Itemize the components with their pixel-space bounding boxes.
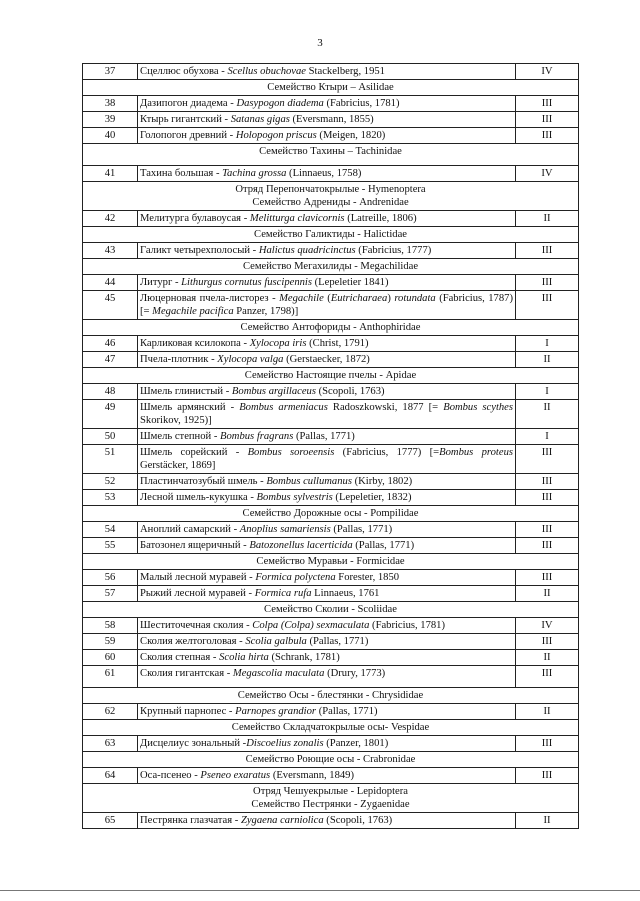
rarity-category: III bbox=[516, 634, 579, 650]
species-number: 57 bbox=[83, 586, 138, 602]
rarity-category: II bbox=[516, 586, 579, 602]
species-row bbox=[83, 736, 579, 752]
species-row bbox=[83, 384, 579, 400]
species-latin-name: Bombus sylvestris bbox=[256, 492, 333, 503]
species-author: (Meigen, 1820) bbox=[319, 130, 386, 141]
species-number: 45 bbox=[83, 291, 138, 320]
species-name: Крупный парнопес - Parnopes grandior (Pallas, 1771) bbox=[138, 704, 516, 720]
species-author: (Lepeletier 1841) bbox=[314, 277, 389, 288]
family-header-text: Семейство Адрениды - Andrenidae bbox=[252, 197, 409, 208]
family-header-row bbox=[83, 80, 579, 96]
species-name: Ктырь гигантский - Satanas gigas (Eversmann, 1855) bbox=[138, 112, 516, 128]
rarity-category: II bbox=[516, 400, 579, 429]
rarity-category: IV bbox=[516, 64, 579, 80]
species-author: (Panzer, 1801) bbox=[326, 738, 389, 749]
species-latin-name: Bombus fragrans bbox=[220, 431, 294, 442]
species-row bbox=[83, 243, 579, 259]
species-latin-name: Dasypogon diadema bbox=[236, 98, 324, 109]
species-latin-name: Anoplius samariensis bbox=[239, 524, 331, 535]
species-author: (Gerstaecker, 1872) bbox=[286, 354, 370, 365]
species-author: (Kirby, 1802) bbox=[354, 476, 413, 487]
species-row bbox=[83, 490, 579, 506]
family-header-cell bbox=[83, 80, 579, 96]
species-number: 41 bbox=[83, 166, 138, 182]
family-header-text: Отряд Чешуекрылые - Lepidoptera bbox=[253, 786, 408, 797]
rarity-category: IV bbox=[516, 166, 579, 182]
species-number: 52 bbox=[83, 474, 138, 490]
species-number: 51 bbox=[83, 445, 138, 474]
species-name: Аноплий самарский - Anoplius samariensis (Pallas, 1771) bbox=[138, 522, 516, 538]
species-row bbox=[83, 570, 579, 586]
species-number: 39 bbox=[83, 112, 138, 128]
rarity-category: I bbox=[516, 336, 579, 352]
rarity-category: III bbox=[516, 112, 579, 128]
family-header-text: Семейство Галиктиды - Halictidae bbox=[254, 229, 407, 240]
family-header-row bbox=[83, 259, 579, 275]
species-name: Пластинчатозубый шмель - Bombus cullumanus (Kirby, 1802) bbox=[138, 474, 516, 490]
species-latin-name: Scolia hirta bbox=[219, 652, 269, 663]
species-row bbox=[83, 429, 579, 445]
species-russian-name: Сколия желтоголовая bbox=[140, 636, 237, 647]
family-header-cell bbox=[83, 227, 579, 243]
species-latin-name: Zygaena carniolica bbox=[240, 815, 324, 826]
species-author: (Pallas, 1771) bbox=[318, 706, 378, 717]
page-number: 3 bbox=[317, 37, 323, 49]
family-header-cell bbox=[83, 688, 579, 704]
family-header-text: Семейство Антофориды - Anthophiridae bbox=[240, 322, 421, 333]
rarity-category: III bbox=[516, 768, 579, 784]
species-russian-name: Рыжий лесной муравей bbox=[140, 588, 246, 599]
family-header-row bbox=[83, 688, 579, 704]
species-author: (Drury, 1773) bbox=[327, 668, 386, 679]
species-table bbox=[82, 63, 579, 829]
rarity-category: III bbox=[516, 490, 579, 506]
species-author: (Eversmann, 1855) bbox=[292, 114, 374, 125]
species-row bbox=[83, 400, 579, 429]
species-name: Шмель сорейский - Bombus soroeensis (Fabricius, 1777) [=Bombus proteus Gerstäcker, 1869] bbox=[138, 445, 516, 474]
species-latin-name: Formica rufa bbox=[254, 588, 312, 599]
species-number: 56 bbox=[83, 570, 138, 586]
species-latin-name: Formica polyctena bbox=[255, 572, 336, 583]
species-russian-name: Сколия степная bbox=[140, 652, 211, 663]
species-russian-name: Карликовая ксилокопа bbox=[140, 338, 241, 349]
species-number: 64 bbox=[83, 768, 138, 784]
species-russian-name: Пчела-плотник bbox=[140, 354, 209, 365]
rarity-category: III bbox=[516, 243, 579, 259]
species-latin-name: Xylocopa valga bbox=[217, 354, 284, 365]
rarity-category: II bbox=[516, 211, 579, 227]
species-latin-name: Bombus argillaceus bbox=[231, 386, 316, 397]
species-row bbox=[83, 538, 579, 554]
species-number: 62 bbox=[83, 704, 138, 720]
family-header-row bbox=[83, 506, 579, 522]
family-header-row bbox=[83, 320, 579, 336]
family-header-text: Семейство Осы - блестянки - Chrysididae bbox=[237, 690, 424, 701]
species-name: Батозонел ящеричный - Batozonellus lacerticida (Pallas, 1771) bbox=[138, 538, 516, 554]
species-russian-name: Малый лесной муравей bbox=[140, 572, 247, 583]
species-row bbox=[83, 666, 579, 688]
species-row bbox=[83, 275, 579, 291]
species-russian-name: Лесной шмель-кукушка bbox=[140, 492, 248, 503]
species-row bbox=[83, 336, 579, 352]
family-header-text: Семейство Мегахилиды - Megachilidae bbox=[242, 261, 419, 272]
species-russian-name: Аноплий самарский bbox=[140, 524, 231, 535]
family-header-row bbox=[83, 227, 579, 243]
species-author: (Lepeletier, 1832) bbox=[335, 492, 412, 503]
species-author: (Fabricius, 1777) bbox=[358, 245, 432, 256]
family-header-row bbox=[83, 602, 579, 618]
family-header-cell bbox=[83, 259, 579, 275]
species-number: 40 bbox=[83, 128, 138, 144]
rarity-category: I bbox=[516, 384, 579, 400]
species-russian-name: Дазипогон диадема bbox=[140, 98, 228, 109]
species-name: Шмель степной - Bombus fragrans (Pallas, 1771) bbox=[138, 429, 516, 445]
species-name: Шмель армянский - Bombus armeniacus Radoszkowski, 1877 [= Bombus scythes Skorikov, 1925)] bbox=[138, 400, 516, 429]
family-header-cell bbox=[83, 144, 579, 166]
family-header-text: Семейство Сколии - Scoliidae bbox=[264, 604, 397, 615]
species-russian-name: Пестрянка глазчатая bbox=[140, 815, 233, 826]
rarity-category: III bbox=[516, 128, 579, 144]
family-header-cell bbox=[83, 506, 579, 522]
species-number: 58 bbox=[83, 618, 138, 634]
species-name: Пестрянка глазчатая - Zygaena carniolica (Scopoli, 1763) bbox=[138, 813, 516, 829]
species-name: Лесной шмель-кукушка - Bombus sylvestris (Lepeletier, 1832) bbox=[138, 490, 516, 506]
rarity-category: II bbox=[516, 813, 579, 829]
species-author: (Scopoli, 1763) bbox=[318, 386, 385, 397]
species-number: 53 bbox=[83, 490, 138, 506]
species-row bbox=[83, 445, 579, 474]
species-row bbox=[83, 650, 579, 666]
rarity-category: III bbox=[516, 570, 579, 586]
species-author: (Pallas, 1771) bbox=[295, 431, 355, 442]
family-header-cell bbox=[83, 182, 579, 211]
species-number: 49 bbox=[83, 400, 138, 429]
rarity-category: III bbox=[516, 666, 579, 688]
species-name: Дазипогон диадема - Dasypogon diadema (Fabricius, 1781) bbox=[138, 96, 516, 112]
species-author: (Schrank, 1781) bbox=[271, 652, 340, 663]
species-author: (Linnaeus, 1758) bbox=[289, 168, 362, 179]
rarity-category: III bbox=[516, 522, 579, 538]
species-row bbox=[83, 618, 579, 634]
species-row bbox=[83, 211, 579, 227]
species-latin-name: Batozonellus lacerticida bbox=[249, 540, 353, 551]
species-author: Forester, 1850 bbox=[338, 572, 400, 583]
species-number: 44 bbox=[83, 275, 138, 291]
species-number: 50 bbox=[83, 429, 138, 445]
species-russian-name: Дисцелиус зональный bbox=[140, 738, 241, 749]
rarity-category: II bbox=[516, 704, 579, 720]
species-number: 43 bbox=[83, 243, 138, 259]
species-number: 55 bbox=[83, 538, 138, 554]
rarity-category: III bbox=[516, 96, 579, 112]
species-number: 42 bbox=[83, 211, 138, 227]
species-number: 60 bbox=[83, 650, 138, 666]
family-header-row bbox=[83, 144, 579, 166]
species-latin-name: Melitturga clavicornis bbox=[249, 213, 345, 224]
species-number: 48 bbox=[83, 384, 138, 400]
species-row bbox=[83, 352, 579, 368]
species-latin-name: Scolia galbula bbox=[245, 636, 307, 647]
species-name: Пчела-плотник - Xylocopa valga (Gerstaecker, 1872) bbox=[138, 352, 516, 368]
species-name: Шмель глинистый - Bombus argillaceus (Scopoli, 1763) bbox=[138, 384, 516, 400]
family-header-text: Семейство Тахины – Tachinidae bbox=[259, 146, 402, 157]
species-row bbox=[83, 291, 579, 320]
species-name: Тахина большая - Tachina grossa (Linnaeus, 1758) bbox=[138, 166, 516, 182]
family-header-row bbox=[83, 752, 579, 768]
rarity-category: III bbox=[516, 275, 579, 291]
species-row bbox=[83, 813, 579, 829]
species-latin-name: Tachina grossa bbox=[222, 168, 287, 179]
family-header-text: Отряд Перепончатокрылые - Hymenoptera bbox=[235, 184, 426, 195]
species-number: 46 bbox=[83, 336, 138, 352]
species-latin-name: Parnopes grandior bbox=[235, 706, 317, 717]
family-header-text: Семейство Настоящие пчелы - Apidae bbox=[244, 370, 417, 381]
family-header-cell bbox=[83, 784, 579, 813]
species-russian-name: Крупный парнопес bbox=[140, 706, 227, 717]
species-name: Малый лесной муравей - Formica polyctena Forester, 1850 bbox=[138, 570, 516, 586]
family-header-text: Семейство Пестрянки - Zygaenidae bbox=[251, 799, 410, 810]
rarity-category: III bbox=[516, 445, 579, 474]
species-number: 63 bbox=[83, 736, 138, 752]
family-header-cell bbox=[83, 320, 579, 336]
species-author: (Eversmann, 1849) bbox=[272, 770, 355, 781]
species-author: (Pallas, 1771) bbox=[333, 524, 393, 535]
species-author: (Fabricius, 1781) bbox=[326, 98, 400, 109]
family-header-cell bbox=[83, 720, 579, 736]
family-header-row bbox=[83, 182, 579, 211]
species-name: Сколия гигантская - Megascolia maculata (Drury, 1773) bbox=[138, 666, 516, 688]
family-header-row bbox=[83, 554, 579, 570]
species-name: Литург - Lithurgus cornutus fuscipennis (Lepeletier 1841) bbox=[138, 275, 516, 291]
family-header-cell bbox=[83, 602, 579, 618]
rarity-category: III bbox=[516, 291, 579, 320]
species-latin-name: Bombus cullumanus bbox=[266, 476, 352, 487]
species-latin-name: Xylocopa iris bbox=[249, 338, 307, 349]
species-author: (Pallas, 1771) bbox=[309, 636, 369, 647]
species-row bbox=[83, 634, 579, 650]
species-russian-name: Сцеллюс обухова bbox=[140, 66, 219, 77]
rarity-category: III bbox=[516, 538, 579, 554]
species-name: Сколия желтоголовая - Scolia galbula (Pallas, 1771) bbox=[138, 634, 516, 650]
family-header-text: Семейство Складчатокрылые осы- Vespidae bbox=[231, 722, 430, 733]
rarity-category: II bbox=[516, 352, 579, 368]
species-row bbox=[83, 128, 579, 144]
species-author: (Scopoli, 1763) bbox=[326, 815, 393, 826]
species-russian-name: Ктырь гигантский bbox=[140, 114, 222, 125]
species-number: 65 bbox=[83, 813, 138, 829]
species-row bbox=[83, 474, 579, 490]
species-name: Дисцелиус зональный -Discoelius zonalis (Panzer, 1801) bbox=[138, 736, 516, 752]
species-author: (Latreille, 1806) bbox=[347, 213, 417, 224]
species-russian-name: Оса-псенео bbox=[140, 770, 192, 781]
rarity-category: III bbox=[516, 474, 579, 490]
family-header-row bbox=[83, 720, 579, 736]
species-number: 37 bbox=[83, 64, 138, 80]
species-number: 61 bbox=[83, 666, 138, 688]
species-russian-name: Тахина большая bbox=[140, 168, 214, 179]
species-name: Люцерновая пчела-листорез - Megachile (Eutricharaea) rotundata (Fabricius, 1787) [= Megachile pacifica Panzer, 1798)] bbox=[138, 291, 516, 320]
species-row bbox=[83, 64, 579, 80]
species-russian-name: Сколия гигантская bbox=[140, 668, 225, 679]
species-russian-name: Пластинчатозубый шмель bbox=[140, 476, 258, 487]
species-row bbox=[83, 522, 579, 538]
rarity-category: IV bbox=[516, 618, 579, 634]
species-latin-name: Holopogon priscus bbox=[235, 130, 317, 141]
species-name: Рыжий лесной муравей - Formica rufa Linnaeus, 1761 bbox=[138, 586, 516, 602]
family-header-text: Семейство Дорожные осы - Pompilidae bbox=[242, 508, 419, 519]
species-name: Галикт четырехполосый - Halictus quadricinctus (Fabricius, 1777) bbox=[138, 243, 516, 259]
species-latin-name: Lithurgus cornutus fuscipennis bbox=[181, 277, 312, 288]
species-row bbox=[83, 586, 579, 602]
species-author: Stackelberg, 1951 bbox=[308, 66, 385, 77]
family-header-cell bbox=[83, 368, 579, 384]
species-name: Голопогон древний - Holopogon priscus (Meigen, 1820) bbox=[138, 128, 516, 144]
species-author: (Pallas, 1771) bbox=[355, 540, 415, 551]
species-latin-name: Halictus quadricinctus bbox=[258, 245, 356, 256]
species-name: Сцеллюс обухова - Scellus obuchovae Stackelberg, 1951 bbox=[138, 64, 516, 80]
family-header-cell bbox=[83, 752, 579, 768]
species-russian-name: Литург bbox=[140, 277, 173, 288]
species-russian-name: Шмель глинистый bbox=[140, 386, 224, 397]
family-header-row bbox=[83, 368, 579, 384]
rarity-category: III bbox=[516, 736, 579, 752]
species-russian-name: Мелитурга булавоусая bbox=[140, 213, 242, 224]
species-name: Мелитурга булавоусая - Melitturga clavicornis (Latreille, 1806) bbox=[138, 211, 516, 227]
species-number: 54 bbox=[83, 522, 138, 538]
family-header-cell bbox=[83, 554, 579, 570]
species-latin-name: Megascolia maculata bbox=[232, 668, 325, 679]
footer-rule bbox=[0, 890, 640, 891]
species-name: Шеститочечная сколия - Colpa (Colpa) sexmaculata (Fabricius, 1781) bbox=[138, 618, 516, 634]
species-row bbox=[83, 96, 579, 112]
species-row bbox=[83, 112, 579, 128]
species-russian-name: Шмель степной bbox=[140, 431, 212, 442]
species-table-body bbox=[83, 64, 579, 829]
species-number: 38 bbox=[83, 96, 138, 112]
family-header-text: Семейство Роющие осы - Crabronidae bbox=[245, 754, 416, 765]
species-name: Сколия степная - Scolia hirta (Schrank, 1781) bbox=[138, 650, 516, 666]
family-header-text: Семейство Муравьи - Formicidae bbox=[256, 556, 405, 567]
species-russian-name: Батозонел ящеричный bbox=[140, 540, 241, 551]
rarity-category: I bbox=[516, 429, 579, 445]
species-name: Оса-псенео - Pseneo exaratus (Eversmann, 1849) bbox=[138, 768, 516, 784]
species-number: 47 bbox=[83, 352, 138, 368]
species-russian-name: Галикт четырехполосый bbox=[140, 245, 250, 256]
species-row bbox=[83, 704, 579, 720]
species-russian-name: Голопогон древний bbox=[140, 130, 227, 141]
rarity-category: II bbox=[516, 650, 579, 666]
species-row bbox=[83, 166, 579, 182]
species-row bbox=[83, 768, 579, 784]
species-latin-name: Discoelius zonalis bbox=[246, 738, 324, 749]
species-name: Карликовая ксилокопа - Xylocopa iris (Christ, 1791) bbox=[138, 336, 516, 352]
species-number: 59 bbox=[83, 634, 138, 650]
species-latin-name: Pseneo exaratus bbox=[200, 770, 271, 781]
species-author: Linnaeus, 1761 bbox=[314, 588, 380, 599]
family-header-text: Семейство Ктыри – Asilidae bbox=[267, 82, 394, 93]
family-header-row bbox=[83, 784, 579, 813]
species-latin-name: Satanas gigas bbox=[230, 114, 290, 125]
species-latin-name: Scellus obuchovae bbox=[227, 66, 306, 77]
species-author: (Christ, 1791) bbox=[309, 338, 369, 349]
